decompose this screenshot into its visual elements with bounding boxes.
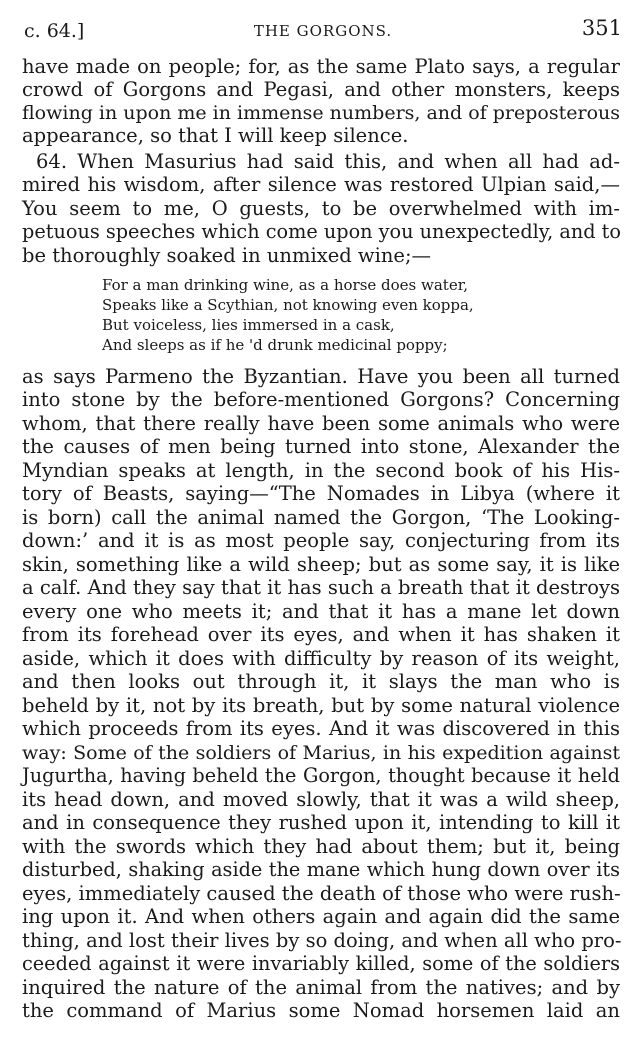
text-line: Jugurtha, having beheld the Gorgon, thought because it held xyxy=(22,764,620,787)
text-line: disturbed, shaking aside the mane which hung down over its xyxy=(22,858,620,881)
text-line: have made on people; for, as the same Plato says, a regular xyxy=(22,55,620,78)
text-line: is born) call the animal named the Gorgon, ‘The Looking- xyxy=(22,506,620,529)
text-line: crowd of Gorgons and Pegasi, and other monsters, keeps xyxy=(22,78,620,101)
text-line: 64. When Masurius had said this, and when all had ad- xyxy=(36,150,620,173)
text-line: tory of Beasts, saying—“The Nomades in Libya (where it xyxy=(22,482,620,505)
text-line: down:’ and it is as most people say, conjecturing from its xyxy=(22,529,620,552)
text-line: the causes of men being turned into stone, Alexander the xyxy=(22,435,620,458)
text-line: skin, something like a wild sheep; but as some say, it is like xyxy=(22,553,620,576)
text-line: flowing in upon me in immense numbers, and of preposterous xyxy=(22,102,620,124)
text-line: a calf. And they say that it has such a breath that it destroys xyxy=(22,576,620,599)
text-line: ceeded against it were invariably killed, some of the soldiers xyxy=(22,952,620,975)
text-line: petuous speeches which come upon you unexpectedly, and to xyxy=(22,220,622,243)
text-line: the command of Marius some Nomad horsemen laid an xyxy=(22,999,620,1022)
text-line: which proceeds from its eyes. And it was discovered in this xyxy=(22,717,620,740)
text-line: appearance, so that I will keep silence. xyxy=(22,124,409,147)
text-line: aside, which it does with difficulty by reason of its weight, xyxy=(22,647,620,670)
text-line: mired his wisdom, after silence was restored Ulpian said,— xyxy=(22,173,620,196)
text-line: its head down, and moved slowly, that it was a wild sheep, xyxy=(22,788,620,811)
running-title: THE GORGONS. xyxy=(253,22,393,40)
text-line: way: Some of the soldiers of Marius, in his expedition against xyxy=(22,742,620,764)
text-line: inquired the nature of the animal from the natives; and by xyxy=(22,976,620,999)
text-line: every one who meets it; and that it has a mane let down xyxy=(22,600,620,623)
text-line: into stone by the before-mentioned Gorgons? Concerning xyxy=(22,388,620,411)
chapter-marker: c. 64.] xyxy=(24,20,85,42)
text-line: eyes, immediately caused the death of those who were rush- xyxy=(22,882,621,905)
text-line: with the swords which they had about them; but it, being xyxy=(22,835,620,858)
text-line: and then looks out through it, it slays the man who is xyxy=(22,670,620,693)
running-header xyxy=(24,14,622,44)
verse-line: Speaks like a Scythian, not knowing even koppa, xyxy=(102,296,474,314)
text-line: thing, and lost their lives by so doing, and when all who pro- xyxy=(22,929,622,952)
page-number: 351 xyxy=(581,16,622,40)
text-line: as says Parmeno the Byzantian. Have you been all turned xyxy=(22,365,620,388)
text-line: and in consequence they rushed upon it, intending to kill it xyxy=(22,811,620,834)
text-line: be thoroughly soaked in unmixed wine;— xyxy=(22,244,432,267)
text-line: Myndian speaks at length, in the second book of his His- xyxy=(22,459,620,482)
text-line: whom, that there really have been some animals who were xyxy=(22,412,620,435)
text-line: from its forehead over its eyes, and when it has shaken it xyxy=(22,623,620,646)
text-line: You seem to me, O guests, to be overwhelmed with im- xyxy=(22,197,620,220)
text-line: ing upon it. And when others again and again did the same xyxy=(22,905,620,928)
verse-line: For a man drinking wine, as a horse does water, xyxy=(102,276,468,294)
verse-line: And sleeps as if he 'd drunk medicinal poppy; xyxy=(102,336,448,354)
verse-line: But voiceless, lies immersed in a cask, xyxy=(102,316,395,334)
text-line: beheld by it, not by its breath, but by some natural violence xyxy=(22,694,620,717)
